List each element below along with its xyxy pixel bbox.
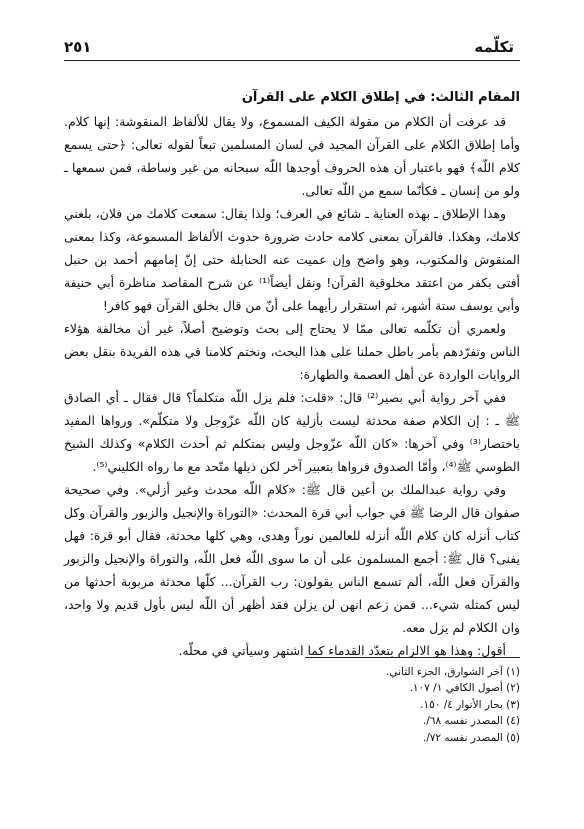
paragraph: أقول: وهذا هو الالزام بتعدّد القدماء كما اشتهر وسيأتي في محلّه. (178, 643, 506, 658)
footnote: (٣) بحار الأنوار ٤/ ١٥٠. (420, 698, 520, 711)
page-number: ٢٥١ (64, 38, 92, 56)
footnote: (٥) المصدر نفسه ٧٢/. (422, 731, 520, 744)
footnote: (٤) المصدر نفسه ٦٨/. (422, 715, 520, 728)
footnotes (64, 664, 520, 746)
section-heading: المقام الثالث: في إطلاق الكلام على القرآن (241, 90, 520, 105)
footnote: (١) آخر الشوارق، الجزء الثاني. (386, 666, 520, 678)
body-text (64, 86, 520, 662)
paragraph: وهذا الإطلاق ـ بهذه العناية ـ شائع في العرف؛ ولذا يقال: سمعت كلامك من فلان، بلغني كلامك، وهكذا. فالقرآن بمعنى كلامه حادث ضرورة حدوث الألفاظ المسموعة، وكذا بمعنى المنقوش والمكتوب، وهو واضح وإن عميت عنه الحنابلة حتى إنّ إمامهم أحمد بن حنبل أفتى بكفر من اعتقد مخلوقية القرآن! ونقل أيضاً⁽¹⁾ عن شرح المقاصد مناظرة أبي حنيفة وأبي يوسف ستة أشهر، ثم استقرار رأيهما على أنّ من قال بخلق القرآن فهو كافر! (64, 206, 520, 313)
paragraph: ولعمري أن تكلّمه تعالى ممّا لا يحتاج إلى بحث وتوضيح أصلاً، غير أن مخالفة هؤلاء الناس وتفرّدهم بأمر باطل حملنا على هذا البحث، ونختم كلامنا في هذه الفريدة بنقل بعض الروايات الواردة عن أهل العصمة والطهارة: (64, 321, 520, 382)
footnote-rule (305, 657, 520, 658)
paragraph: وفي رواية عبدالملك بن أعين قال ﷺ: «كلام اللّه محدث وغير أزلي». وفي صحيحة صفوان قال الرضا ﷺ في جواب أبي قرة المحدث: «التوراة والإنجيل والزبور والقرآن وكل كتاب أنزله كان كلام اللّه أنزله للعالمين نوراً وهدى، وهي كلها محدثة، فقال أبو قرة: فهل يفنى؟ قال ﷺ: أجمع المسلمون على أن ما سوى اللّه فعل اللّه، والتوراة والإنجيل والزبور والقرآن فعل اللّه، ألم تسمع الناس يقولون: رب القرآن... كلّها محدثة مربوبة أحدثها من ليس كمثله شيء... فمن زعم انهن لن يزلن فقد أظهر أن اللّه ليس بأول قديم ولا واحد، وان الكلام لم يزل معه. (64, 482, 520, 635)
paragraph: ففي آخر رواية أبي بصير⁽²⁾ قال: «قلت: فلم يزل اللّه متكلماً؟ قال فقال ـ أي الصادق ﷺ ـ : إن الكلام صفة محدثة ليست بأزلية كان اللّه عزّوجل ولا متكلّم». ورواها المفيد باختصار⁽³⁾ وفي آخرها: «كان اللّه عزّوجل وليس بمتكلم ثم أحدث الكلام» وكذلك الشيخ الطوسي ﷺ⁽⁴⁾، وأمّا الصدوق فرواها بتعبير آخر لكن ذيلها متّحد مع ما رواه الكليني⁽⁵⁾. (64, 390, 520, 474)
page-header (64, 30, 514, 56)
footnote: (٢) أصول الكافي ١/ ١٠٧. (409, 682, 520, 695)
header-rule (64, 60, 520, 61)
paragraph: قد عرفت أن الكلام من مقولة الكيف المسموع، ولا يقال للألفاظ المنقوشة: إنها كلام. وأما إطلاق الكلام على القرآن المجيد في لسان المسلمين تبعاً لقوله تعالى: ﴿حتى يسمع كلام اللّه﴾ فهو باعتبار أن هذه الحروف أوجدها اللّه سبحانه من غير وساطة، فمن سمعها ـ ولو من إنسان ـ فكأنّما سمع من اللّه تعالى. (64, 114, 520, 198)
running-title: تكلّمه (474, 38, 514, 56)
